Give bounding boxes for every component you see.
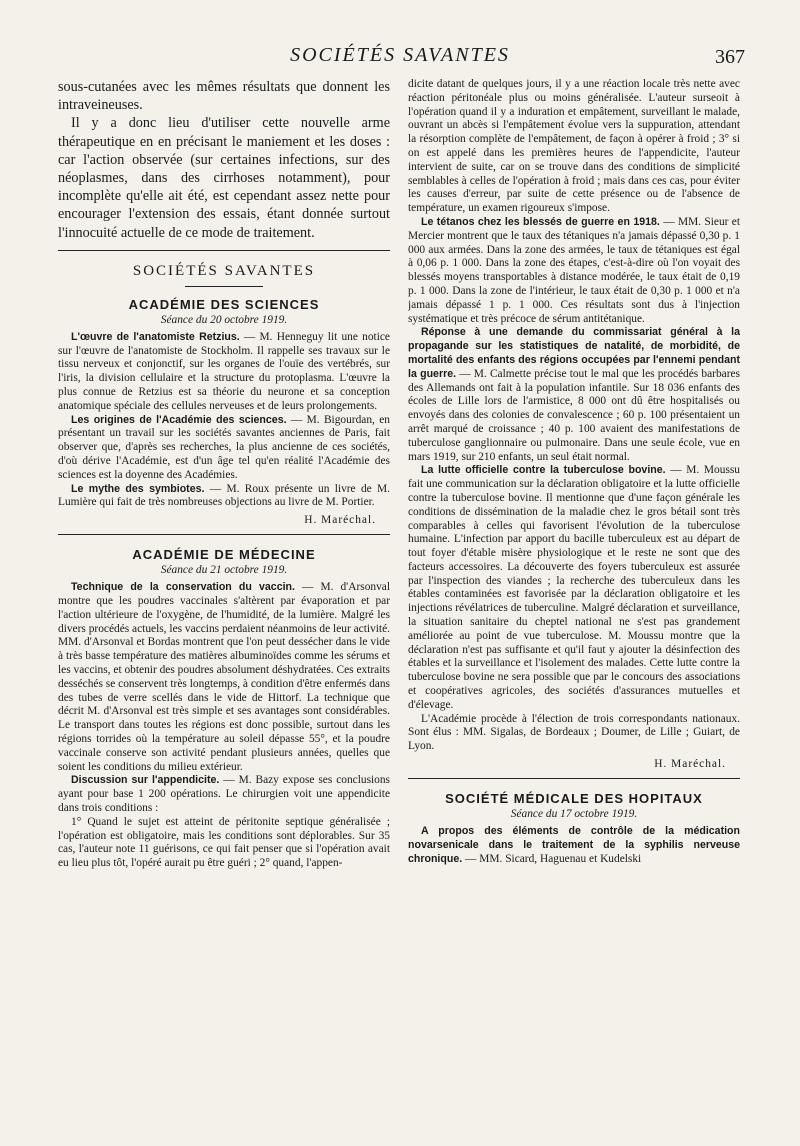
article-body: — M. Bigourdan, en présentant un travail sur les sociétés savantes anciennes de Paris, fait observer que, d'après ses recherches, la plus ancienne de ces sociétés, d'où dérive l'Académie, est d'un âge tel qu'en réalité l'Académie des sciences est la doyenne des Académies.	[58, 413, 390, 481]
article-body: — M. d'Arsonval montre que les poudres vaccinales s'altèrent par évaporation et par l'action ultérieure de l'oxygène, de l'humidité, de la lumière. Malgré les divers procédés actuels, les vaccins perdaient néanmoins de leur activité. MM. d'Arsonval et Bordas montrent que l'on peut dessécher dans le vide à très basse température des matières albuminoïdes comme les sérums et les vaccins, et obtenir des poudres absolument déshydratées. Ces extraits desséchés se conservent très longtemps, à condition d'être enfermés dans des tubes de verre scellés dans le vide de Hittorf. La technique que décrit M. d'Arsonval est très simple et ses avantages sont considérables. Le transport dans toutes les régions est donc possible, surtout dans les régions torrides où la température au soleil dépasse 55°, et la poudre vaccinale conserve son activité pendant plusieurs années, quelles que soient les conditions du milieu extérieur.	[58, 581, 390, 773]
article-heading: Le tétanos chez les blessés de guerre en 1918.	[421, 215, 660, 228]
article-body: — M. Bazy expose ses conclusions ayant pour base 1 200 opérations. Le chirurgien voit une appendicite dans trois conditions :	[58, 774, 390, 814]
short-divider	[185, 286, 263, 287]
article-heading: Le mythe des symbiotes.	[71, 482, 205, 495]
article-paragraph	[58, 483, 390, 511]
section-divider	[58, 534, 390, 535]
continued-paragraph: dicite datant de quelques jours, il y a une réaction locale très nette avec réaction péritonéale plus ou moins généralisée. L'auteur surseoit à l'opération quand il y a induration et empâtement, surveillant le malade, ouvrant un abcès si l'empâtement évolue vers la suppuration, attendant la résorption complète de l'empâtement, de façon à opérer à froid ; 3° si on est appelé dans les premières heures de l'appendicite, l'auteur intervient de suite, car on se trouve dans des conditions de simplicité semblables à celles de l'opération à froid ; mais dans ces cas, pour éviter les causes d'erreur, par suite de cette présence ou de l'absence de température, un examen rigoureux s'impose.	[408, 78, 740, 215]
article-body: — MM. Sieur et Mercier montrent que le taux des tétaniques n'a jamais dépassé 0,30 p. 1 000 aux armées. Dans la zone des armées, le taux de tétaniques est égal à 0,06 p. 1 000. Dans la zone des étapes, c'est-à-dire où l'on voyait des blessés moyens transportables à distance modérée, le taux était de 0,19 p. 1 000. Dans la zone de l'intérieur, le taux était de 0,30 p. 1 000 et n'a jamais dépassé 1 p. 1 000. Ces résultats sont dus à l'injection systématique et très précoce de sérum antitétanique.	[408, 215, 740, 325]
running-header	[60, 44, 745, 72]
page-number: 367	[715, 46, 745, 68]
article-paragraph	[408, 464, 740, 712]
article-body: — MM. Sicard, Haguenau et Kudelski	[462, 852, 642, 865]
intro-paragraph-1: sous-cutanées avec les mêmes résultats que donnent les intraveineuses.	[58, 79, 390, 114]
article-paragraph	[58, 414, 390, 483]
signature: H. Maréchal.	[654, 758, 726, 771]
article-heading: La lutte officielle contre la tuberculose bovine.	[421, 464, 666, 477]
article-paragraph	[408, 216, 740, 326]
section-divider	[58, 250, 390, 251]
article-heading: Technique de la conservation du vaccin.	[71, 581, 295, 594]
article-heading: A propos des éléments de contrôle de la médication novarsenicale dans le traitement de la syphilis nerveuse chronique.	[408, 825, 740, 865]
article-body: — M. Calmette précise tout le mal que les procédés barbares des Allemands ont fait à la population infantile. Sur 18 036 enfants des écoles de Lille lors de l'armistice, 8 000 ont dû être hospitalisés ou envoyés dans des colonies de convalescence ; 60 p. 100 présentaient un arrêt marqué de croissance ; 40 p. 100 avaient des manifestations de tuberculose ganglionnaire ou pulmonaire. Dans une seule école, vue en mars 1919, sur 210 enfants, un seul était normal.	[408, 367, 740, 463]
right-column	[408, 78, 740, 866]
article-paragraph	[58, 774, 390, 815]
article-paragraph	[408, 326, 740, 464]
article-heading: Les origines de l'Académie des sciences.	[71, 413, 287, 426]
article-paragraph	[58, 581, 390, 774]
intro-paragraph-2: Il y a donc lieu d'utiliser cette nouvelle arme thérapeutique en en précisant le maniement et les doses : car l'action observée (sur certaines infections, sur des néoplasmes, dans des cirrhoses notamment), pour incomplète qu'elle ait été, est cependant assez nette pour encourager l'extension des essais, étant donnée surtout l'innocuité actuelle de ce mode de traitement.	[58, 115, 390, 241]
org-heading-academie-sciences: ACADÉMIE DES SCIENCES	[128, 296, 320, 312]
org-heading-societe-medicale: SOCIÉTÉ MÉDICALE DES HOPITAUX	[445, 791, 703, 807]
article-body: — M. Henneguy lit une notice sur l'œuvre de l'anatomiste de Stockholm. Il rappelle ses travaux sur le tissu nerveux et conjonctif, sur les organes de l'ouïe des vertébrés, sur l'iris, la division cellulaire et la structure du protoplasma. L'œuvre la plus connue de Retzius est sa théorie du neurone et sa conception anatomique spéciale des cellules nerveuses et de leurs prolongements.	[58, 330, 390, 412]
article-paragraph: 1° Quand le sujet est atteint de péritonite septique généralisée ; l'opération est obligatoire, mais les conditions sont déplorables. Sur 35 cas, l'auteur note 11 guérisons, ce qui fait penser que si l'opération avait eu lieu plus tôt, l'opéré aurait pu être guéri ; 2° quand, l'appen-	[58, 815, 390, 870]
article-heading: Discussion sur l'appendicite.	[71, 774, 220, 787]
article-heading: L'œuvre de l'anatomiste Retzius.	[71, 330, 240, 343]
running-title: SOCIÉTÉS SAVANTES	[290, 44, 510, 66]
org-heading-academie-medecine: ACADÉMIE DE MÉDECINE	[132, 547, 316, 563]
section-title: SOCIÉTÉS SAVANTES	[132, 262, 316, 279]
signature: H. Maréchal.	[304, 514, 376, 527]
session-date: Séance du 20 octobre 1919.	[160, 313, 288, 326]
article-paragraph	[58, 331, 390, 414]
article-body: — M. Moussu fait une communication sur la déclaration obligatoire et la lutte officielle contre la tuberculose bovine. Il mentionne que d'une façon générale les conditions de dissémination de la maladie chez le gros bétail sont très comparables à celles qui favorisent l'évolution de la tuberculose humaine. L'infection par apport du bacille tuberculeux est au départ de tout foyer d'étable misère physiologique et le reste ne sont que des facteurs accessoires. La découverte des foyers tuberculeux est assurée par l'inspection des viandes ; la recherche des tuberculeux dans les étables contaminées est favorisée par la déclaration obligatoire et les injections révélatrices de tuberculine. Malgré déclaration et surveillance, la situation sanitaire du cheptel national ne s'est pas grandement améliorée au point de vue tuberculose. M. Moussu montre que la déclaration n'est pas suffisante et qu'il faut y ajouter la désinfection des étables et la surveillance et l'isolement des malades. Cette lutte contre la tuberculose bovine ne sera possible que par le concours des associations et coopératives agricoles, des sociétés d'assurances mutuelles et d'élevage.	[408, 464, 740, 711]
election-paragraph: L'Académie procède à l'élection de trois correspondants nationaux. Sont élus : MM. Sigalas, de Bordeaux ; Doumer, de Lille ; Guiart, de Lyon.	[408, 712, 740, 753]
article-paragraph	[408, 825, 740, 866]
session-date: Séance du 21 octobre 1919.	[160, 564, 288, 577]
article-body: — M. Roux présente un livre de M. Lumière qui fait de très nombreuses objections au livre de M. Portier.	[58, 482, 390, 509]
session-date: Séance du 17 octobre 1919.	[510, 808, 638, 821]
section-divider	[408, 778, 740, 779]
article-heading: Réponse à une demande du commissariat général à la propagande sur les statistiques de natalité, de morbidité, de mortalité des enfants des régions occupées par l'ennemi pendant la guerre.	[408, 326, 740, 380]
left-column	[58, 78, 390, 871]
